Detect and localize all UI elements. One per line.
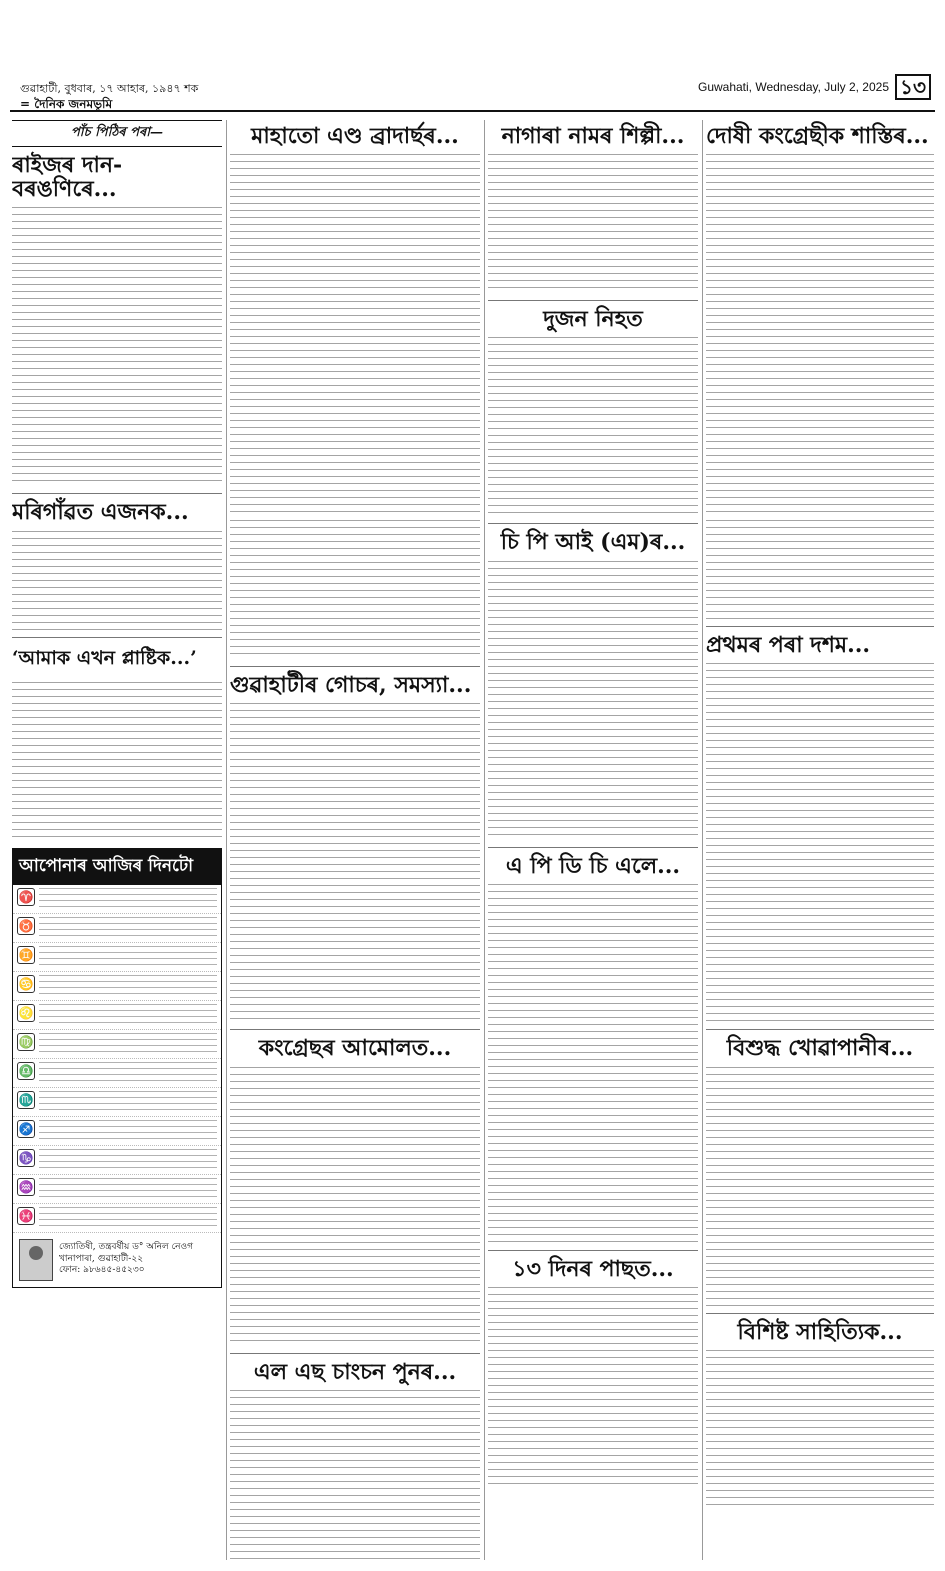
article-body [488, 1287, 698, 1487]
headline-plastic: ‘আমাক এখন প্লাষ্টিক...’ [12, 646, 197, 669]
column-4 [706, 120, 934, 1560]
zodiac-list [13, 885, 221, 1233]
article-body [230, 1067, 480, 1347]
article-body [706, 154, 934, 514]
page-number: ১৩ [895, 74, 931, 100]
divider [706, 1313, 934, 1314]
article-body [706, 663, 934, 1023]
headline-prothomor-pora: প্ৰথমৰ পৰা দশম... [706, 632, 871, 659]
zodiac-row [13, 1175, 221, 1204]
divider [488, 523, 698, 524]
column-1 [12, 120, 222, 1560]
zodiac-row [13, 885, 221, 914]
headline-ls-changchon: এল এছ চাংচন পুনৰ... [253, 1358, 457, 1385]
astrologer-phone: ফোন: ৯৮৬৪৫-৪৫২৩০ [59, 1265, 145, 1276]
zodiac-row [13, 1059, 221, 1088]
headline-nagara: নাগাৰা নামৰ শিল্পী... [501, 123, 685, 149]
article-body [230, 703, 480, 1023]
column-divider [702, 120, 703, 1560]
headline-13-dinor: ১৩ দিনৰ পাছত... [512, 1255, 674, 1282]
english-date: Guwahati, Wednesday, July 2, 2025 [697, 80, 889, 94]
paper-name: = দৈনিক জনমভূমি [20, 97, 113, 111]
zodiac-row [13, 1001, 221, 1030]
headline-congress-amol: কংগ্ৰেছৰ আমোলত... [258, 1035, 452, 1062]
article-body [12, 531, 222, 631]
divider [488, 300, 698, 301]
headline-doshi-congress: দোষী কংগ্ৰেছীক শাস্তিৰ... [706, 123, 929, 149]
article-body [488, 337, 698, 517]
column-2 [230, 120, 480, 1560]
column-divider [484, 120, 485, 1560]
zodiac-row [13, 914, 221, 943]
column-3 [488, 120, 698, 1560]
sagittarius-icon: ♐ [18, 1121, 34, 1136]
virgo-icon: ♍ [18, 1034, 34, 1049]
headline-dujon-nihoto: দুজন নিহত [543, 306, 643, 333]
pisces-icon: ♓ [18, 1208, 34, 1223]
headline-bishuddho-pani: বিশুদ্ধ খোৱাপানীৰ... [726, 1035, 914, 1062]
column-divider [226, 120, 227, 1560]
divider [230, 1029, 480, 1030]
zodiac-row [13, 1030, 221, 1059]
headline-morigaon: মৰিগাঁৱত এজনক... [12, 499, 189, 526]
headline-guwahati-gochor: গুৱাহাটীৰ গোচৰ, সমস্যা... [230, 672, 472, 699]
article-body [230, 154, 480, 514]
section-label: পাঁচ পিঠিৰ পৰা— [12, 120, 222, 147]
headline-mahato: মাহাতো এণ্ড ব্ৰাদাৰ্ছৰ... [251, 123, 459, 149]
zodiac-row [13, 1088, 221, 1117]
divider [706, 626, 934, 627]
article-body [488, 154, 698, 294]
article-body [488, 561, 698, 841]
divider [12, 637, 222, 638]
headline-cpim: চি পি আই (এম)ৰ... [500, 529, 686, 556]
divider [230, 666, 480, 667]
zodiac-row [13, 1117, 221, 1146]
date-line: গুৱাহাটী, বুধবাৰ, ১৭ আহাৰ, ১৯৪৭ শক [20, 82, 199, 95]
headline-rajhor-daan: ৰাইজৰ দান-বৰঙণিৰে... [12, 152, 123, 203]
scorpio-icon: ♏ [18, 1092, 34, 1107]
article-body [488, 884, 698, 1244]
masthead-rule [10, 110, 935, 112]
headline-apdcl: এ পি ডি চি এলে... [505, 852, 681, 879]
astrologer-footer [13, 1233, 221, 1287]
divider [706, 1029, 934, 1030]
article-body [706, 520, 934, 620]
article-body [12, 682, 222, 842]
capricorn-icon: ♑ [18, 1150, 34, 1165]
astrologer-address: খানাপাৰা, গুৱাহাটী-২২ [59, 1253, 144, 1264]
gemini-icon: ♊ [18, 947, 34, 962]
zodiac-row [13, 1204, 221, 1233]
divider [488, 1250, 698, 1251]
divider [488, 847, 698, 848]
aquarius-icon: ♒ [18, 1179, 34, 1194]
leo-icon: ♌ [18, 1005, 34, 1020]
astrologer-name: জ্যোতিষী, তন্ত্ৰবৰ্ষীয় ড° অনিল নেওগ [59, 1242, 194, 1253]
taurus-icon: ♉ [18, 918, 34, 933]
zodiac-row [13, 943, 221, 972]
article-body [230, 1390, 480, 1560]
masthead [10, 74, 935, 114]
astrologer-photo [19, 1239, 53, 1281]
article-body [706, 1067, 934, 1307]
divider [230, 1353, 480, 1354]
aries-icon: ♈ [18, 889, 34, 904]
horoscope-title: আপোনাৰ আজিৰ দিনটো [13, 849, 221, 885]
zodiac-row [13, 1146, 221, 1175]
horoscope-box [12, 848, 222, 1288]
article-body [12, 207, 222, 487]
article-body [230, 520, 480, 660]
zodiac-row [13, 972, 221, 1001]
cancer-icon: ♋ [18, 976, 34, 991]
divider [12, 493, 222, 494]
article-body [706, 1350, 934, 1510]
headline-bishishto-sahityik: বিশিষ্ট সাহিত্যিক... [737, 1318, 903, 1345]
libra-icon: ♎ [18, 1063, 34, 1078]
